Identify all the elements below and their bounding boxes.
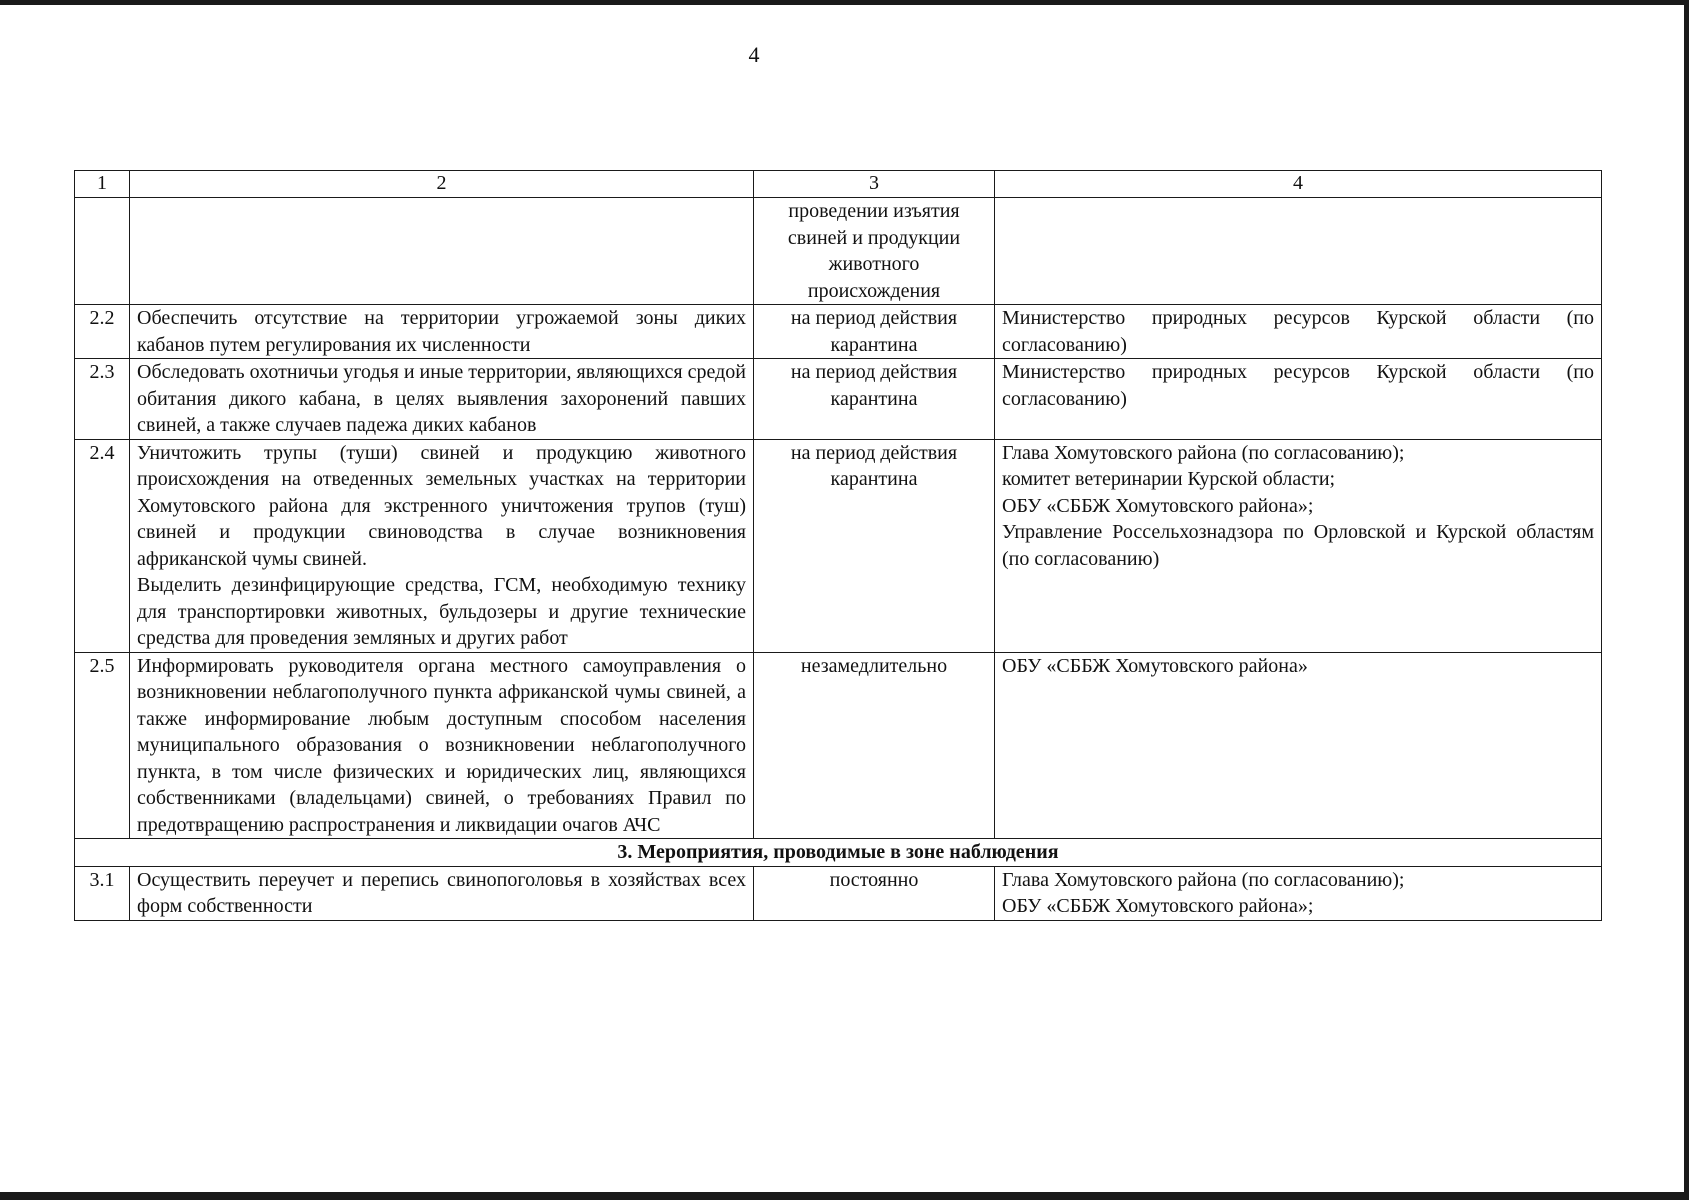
table-row-2-4	[75, 439, 1602, 652]
table-header-row	[75, 171, 1602, 198]
column-header-3: 3	[754, 171, 995, 198]
table-row-3-1	[75, 866, 1602, 920]
table-row-2-3	[75, 359, 1602, 440]
table-row-2-2	[75, 305, 1602, 359]
row-responsible: Глава Хомутовского района (по согласованию); ОБУ «СББЖ Хомутовского района»;	[995, 866, 1602, 920]
row-number: 2.5	[75, 652, 130, 839]
scan-border-bottom	[0, 1192, 1689, 1200]
measures-table	[74, 170, 1602, 921]
row-number: 2.4	[75, 439, 130, 652]
row-number: 2.3	[75, 359, 130, 440]
page-number: 4	[748, 42, 760, 67]
row-action: Осуществить переучет и перепись свинопоголовья в хозяйствах всех форм собственности	[130, 866, 754, 920]
table-row-continuation	[75, 198, 1602, 305]
row-responsible: ОБУ «СББЖ Хомутовского района»	[995, 652, 1602, 839]
row-action	[130, 198, 754, 305]
row-action: Обеспечить отсутствие на территории угрожаемой зоны диких кабанов путем регулирования их численности	[130, 305, 754, 359]
row-responsible	[995, 198, 1602, 305]
row-term: постоянно	[754, 866, 995, 920]
column-header-2: 2	[130, 171, 754, 198]
scan-border-top	[0, 0, 1689, 5]
section-header-row	[75, 839, 1602, 867]
row-term: на период действия карантина	[754, 359, 995, 440]
row-number: 2.2	[75, 305, 130, 359]
scan-border-right	[1684, 0, 1689, 1200]
section-title: 3. Мероприятия, проводимые в зоне наблюдения	[75, 839, 1602, 867]
column-header-1: 1	[75, 171, 130, 198]
row-responsible: Глава Хомутовского района (по согласованию); комитет ветеринарии Курской области; ОБУ «СББЖ Хомутовского района»; Управление Россельхознадзора по Орловской и Курской областям (по согласованию)	[995, 439, 1602, 652]
row-term: на период действия карантина	[754, 305, 995, 359]
row-term: проведении изъятия свиней и продукции животного происхождения	[754, 198, 995, 305]
row-action: Уничтожить трупы (туши) свиней и продукцию животного происхождения на отведенных земельных участках на территории Хомутовского района для экстренного уничтожения трупов (туш) свиней и продукции свиноводства в случае возникновения африканской чумы свиней. Выделить дезинфицирующие средства, ГСМ, необходимую технику для транспортировки животных, бульдозеры и другие технические средства для проведения земляных и других работ	[130, 439, 754, 652]
row-term: на период действия карантина	[754, 439, 995, 652]
row-action: Информировать руководителя органа местного самоуправления о возникновении неблагополучного пункта африканской чумы свиней, а также информирование любым доступным способом населения муниципального образования о возникновении неблагополучного пункта, в том числе физических и юридических лиц, являющихся собственниками (владельцами) свиней, о требованиях Правил по предотвращению распространения и ликвидации очагов АЧС	[130, 652, 754, 839]
row-number: 3.1	[75, 866, 130, 920]
row-term: незамедлительно	[754, 652, 995, 839]
row-responsible: Министерство природных ресурсов Курской области (по согласованию)	[995, 359, 1602, 440]
row-responsible: Министерство природных ресурсов Курской области (по согласованию)	[995, 305, 1602, 359]
row-number	[75, 198, 130, 305]
column-header-4: 4	[995, 171, 1602, 198]
row-action: Обследовать охотничьи угодья и иные территории, являющихся средой обитания дикого кабана, в целях выявления захоронений павших свиней, а также случаев падежа диких кабанов	[130, 359, 754, 440]
table-row-2-5	[75, 652, 1602, 839]
